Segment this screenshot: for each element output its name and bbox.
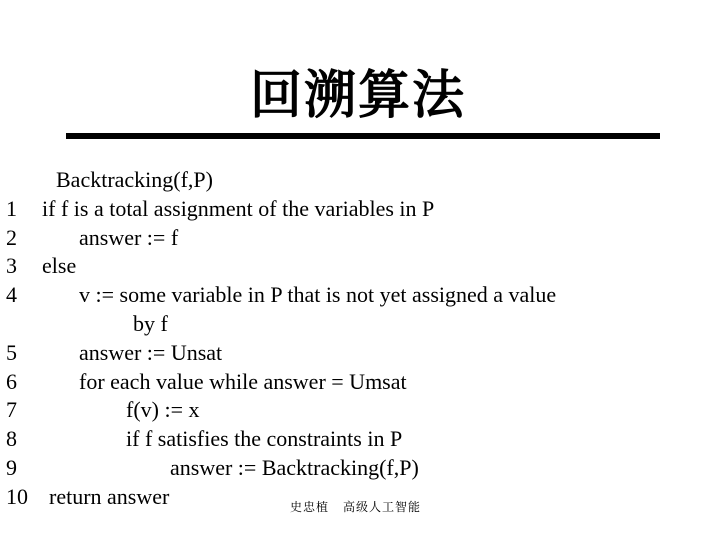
code-line	[0, 425, 720, 454]
line-text: return answer	[49, 483, 170, 509]
line-text: if f is a total assignment of the variables in P	[42, 195, 435, 221]
code-line	[0, 454, 720, 483]
code-line-continuation	[0, 310, 720, 339]
code-line	[0, 281, 720, 310]
line-text: by f	[133, 310, 168, 336]
code-header-line	[0, 166, 720, 195]
line-text: f(v) := x	[126, 397, 200, 423]
line-number: 1	[6, 195, 17, 221]
slide-title: 回溯算法	[250, 65, 467, 126]
footer-course: 高级人工智能	[343, 500, 422, 514]
line-number: 4	[6, 282, 17, 308]
line-text: else	[42, 253, 77, 279]
footer-author: 史忠植	[290, 500, 330, 514]
line-number: 5	[6, 339, 17, 365]
line-number: 10	[6, 483, 28, 509]
function-signature: Backtracking(f,P)	[56, 167, 213, 192]
line-number: 7	[6, 397, 17, 423]
code-line	[0, 396, 720, 425]
code-line	[0, 195, 720, 224]
line-text: answer := f	[79, 224, 179, 250]
line-text: if f satisfies the constraints in P	[126, 426, 403, 452]
line-number: 9	[6, 454, 17, 480]
line-number: 3	[6, 253, 17, 279]
code-line	[0, 339, 720, 368]
code-line	[0, 252, 720, 281]
line-text: for each value while answer = Umsat	[79, 368, 407, 394]
line-number: 2	[6, 224, 17, 250]
line-number: 6	[6, 368, 17, 394]
line-text: answer := Unsat	[79, 339, 223, 365]
slide-footer	[290, 498, 421, 515]
line-number: 8	[6, 426, 17, 452]
code-line	[0, 368, 720, 397]
code-line	[0, 224, 720, 253]
line-text: v := some variable in P that is not yet assigned a value	[79, 282, 557, 308]
title-underline	[66, 133, 660, 139]
line-text: answer := Backtracking(f,P)	[170, 454, 419, 480]
pseudocode-block	[0, 166, 720, 512]
